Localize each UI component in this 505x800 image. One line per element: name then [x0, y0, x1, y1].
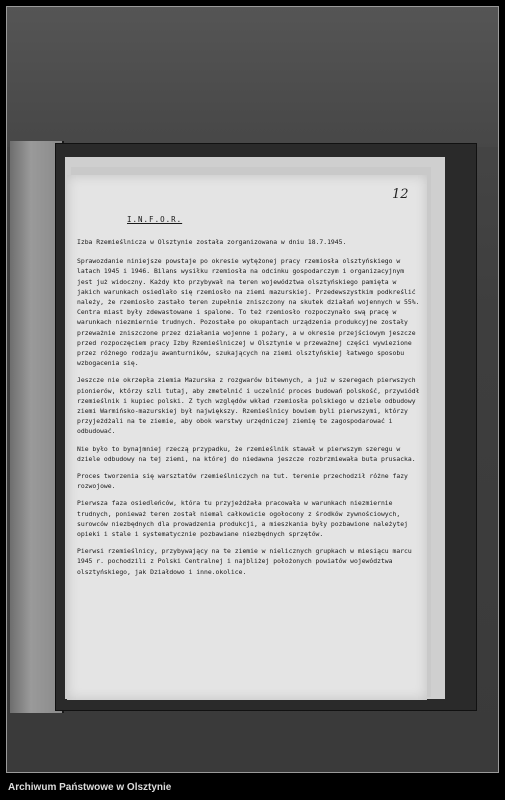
paragraph: Pierwsi rzemieślnicy, przybywający na te ziemie w nielicznych grupkach w miesiącu marcu 1945 r. pochodzili z Polski Centralnej i najbliżej położonych powiatów województwa olsztyńskiego, jak Działdowo i inne.okolice. — [77, 547, 412, 576]
paragraph: Sprawozdanie niniejsze powstaje po okresie wytężonej pracy rzemiosła olsztyńskiego w latach 1945 i 1946. Bilans wysiłku rzemiosła na odcinku gospodarczym i organizacyjnym jest już widoczny. Każdy kto przybywał na teren województwa olsztyńskiego pamięta w jakich warunkach osiedlało się rzemiosło na ziemi mazurskiej. Przedewszystkim podkreślić należy, że rzemiosło zastało teren zupełnie zniszczony na skutek działań wojennych w 55%. Centra miast były zdewastowane i spalone. To też rzemiosło rozpoczynało swą pracę w warunkach niezmiernie trudnych. Pozostałe po okupantach urządzenia produkcyjne zostały przeważnie zniszczone przez działania wojenne i pożary, a w okresie przejściowym jeszcze przed rozpoczęciem pracy Izby Rzemieślniczej w Olsztynie w przeważnej części wywiezione przez różnego rodzaju awanturników, szukających na ziemi olsztyńskiej łatwego sposobu wzbogacenia się. — [77, 257, 420, 368]
table-surface — [7, 7, 498, 147]
paragraph: Pierwsza faza osiedleńców, która tu przyjeżdżała pracowała w warunkach niezmiernie trudnych, ponieważ teren został niemal całkowicie ogołocony z środków zywnościowych, surowców niezbędnych dla prowadzenia produkcji, a mieszkania były pozbawione należytej opieki i stale i systematycznie pozbawiane niezbędnych sprzętów. — [77, 499, 408, 539]
paragraph: Izba Rzemieślnicza w Olsztynie została zorganizowana w dniu 18.7.1945. — [77, 238, 347, 246]
photo-frame — [6, 6, 499, 773]
archive-footer — [0, 779, 505, 800]
paragraph: Proces tworzenia się warsztatów rzemieślniczych na tut. terenie przechodził różne fazy rozwojowe. — [77, 472, 408, 491]
page-number: 12 — [392, 187, 409, 202]
document-page — [67, 175, 427, 700]
document-text — [77, 237, 423, 584]
document-heading: I.N.F.O.R. — [127, 215, 183, 224]
paragraph: Nie było to bynajmniej rzeczą przypadku, że rzemieślnik stawał w pierwszym szeregu w dziele odbudowy na tej ziemi, na której do niedawna jeszcze rozbrzmiewała buta prusacka. — [77, 444, 416, 463]
paragraph: Jeszcze nie okrzepła ziemia Mazurska z rozgwarów bitewnych, a już w szeregach pierwszych pionierów, którzy szli tutaj, aby zmetelnić i uczelnić proces budowań polskość, przywiódł rzemieślnik i kupiec polski. Z tych względów wkład rzemiosła polskiego w dziele odbudowy ziemi Warmińsko-mazurskiej był największy. Rzemieślnicy bowiem byli pierwszymi, którzy przyjeżdżali na te ziemie, aby obok warstwy urzędniczej ziemię te zagospodarować i odbudować. — [77, 376, 420, 436]
archive-label: Archiwum Państwowe w Olsztynie — [8, 782, 172, 793]
